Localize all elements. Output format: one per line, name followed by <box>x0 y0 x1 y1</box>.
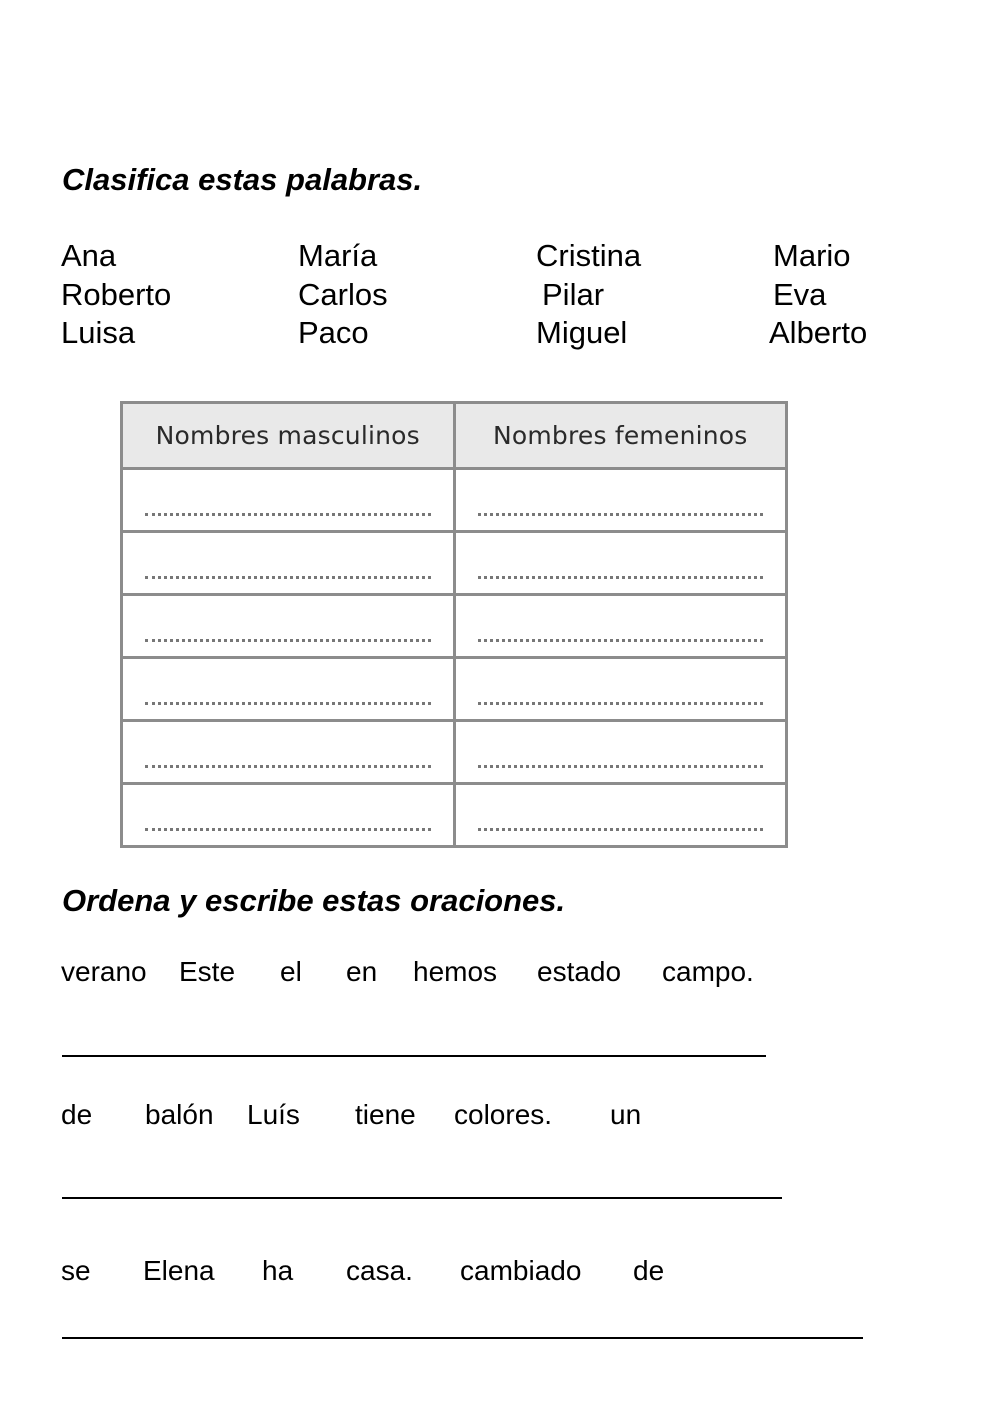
answer-cell-masculine[interactable] <box>123 596 453 656</box>
sentence-word: un <box>610 1099 642 1130</box>
header-masculine: Nombres masculinos <box>123 404 453 467</box>
section-title-order: Ordena y escribe estas oraciones. <box>62 883 566 918</box>
answer-cell-masculine[interactable] <box>123 533 453 593</box>
answer-cell-feminine[interactable] <box>456 659 786 719</box>
answer-cell-feminine[interactable] <box>456 722 786 782</box>
sentence-word: Este <box>179 956 236 987</box>
word-bank-word: Cristina <box>536 238 642 273</box>
answer-line-3[interactable] <box>62 1337 863 1339</box>
sentence-word: se <box>61 1255 91 1286</box>
sentence-word: Luís <box>247 1099 300 1130</box>
word-bank-word: Paco <box>298 315 369 350</box>
sentence-word: campo. <box>662 956 754 987</box>
sentence-word: verano <box>61 956 147 987</box>
word-bank-word: Alberto <box>769 315 868 350</box>
answer-cell-masculine[interactable] <box>123 785 453 845</box>
word-bank-word: Roberto <box>61 277 172 312</box>
dotted-line <box>478 765 764 768</box>
sentence-word: en <box>346 956 378 987</box>
word-bank-word: Miguel <box>536 315 628 350</box>
dotted-line <box>145 765 431 768</box>
word-bank-word: Mario <box>773 238 851 273</box>
dotted-line <box>478 576 764 579</box>
word-bank-word: Eva <box>773 277 827 312</box>
sentence-word: Elena <box>143 1255 215 1286</box>
dotted-line <box>145 702 431 705</box>
classification-table <box>120 401 788 848</box>
answer-cell-feminine[interactable] <box>456 785 786 845</box>
sentence-word: casa. <box>346 1255 413 1286</box>
dotted-line <box>145 828 431 831</box>
word-bank-word: Pilar <box>542 277 605 312</box>
dotted-line <box>478 702 764 705</box>
dotted-line <box>478 513 764 516</box>
dotted-line <box>145 576 431 579</box>
answer-cell-feminine[interactable] <box>456 533 786 593</box>
sentence-word: de <box>61 1099 93 1130</box>
answer-cell-feminine[interactable] <box>456 596 786 656</box>
word-bank-word: María <box>298 238 378 273</box>
word-bank-word: Luisa <box>61 315 136 350</box>
sentence-word: estado <box>537 956 622 987</box>
sentence-word: hemos <box>413 956 498 987</box>
answer-line-2[interactable] <box>62 1197 782 1199</box>
sentence-word: de <box>633 1255 665 1286</box>
dotted-line <box>145 513 431 516</box>
dotted-line <box>478 639 764 642</box>
sentence-word: colores. <box>454 1099 553 1130</box>
answer-cell-feminine[interactable] <box>456 470 786 530</box>
dotted-line <box>478 828 764 831</box>
sentence-word: el <box>280 956 302 987</box>
sentence-word: balón <box>145 1099 214 1130</box>
sentence-word: cambiado <box>460 1255 582 1286</box>
answer-cell-masculine[interactable] <box>123 722 453 782</box>
answer-cell-masculine[interactable] <box>123 470 453 530</box>
answer-line-1[interactable] <box>62 1055 766 1057</box>
answer-cell-masculine[interactable] <box>123 659 453 719</box>
dotted-line <box>145 639 431 642</box>
header-feminine: Nombres femeninos <box>456 404 786 467</box>
sentence-word: ha <box>262 1255 294 1286</box>
section-title-classify: Clasifica estas palabras. <box>62 162 423 197</box>
word-bank-word: Ana <box>61 238 117 273</box>
word-bank-word: Carlos <box>298 277 388 312</box>
sentence-word: tiene <box>355 1099 416 1130</box>
